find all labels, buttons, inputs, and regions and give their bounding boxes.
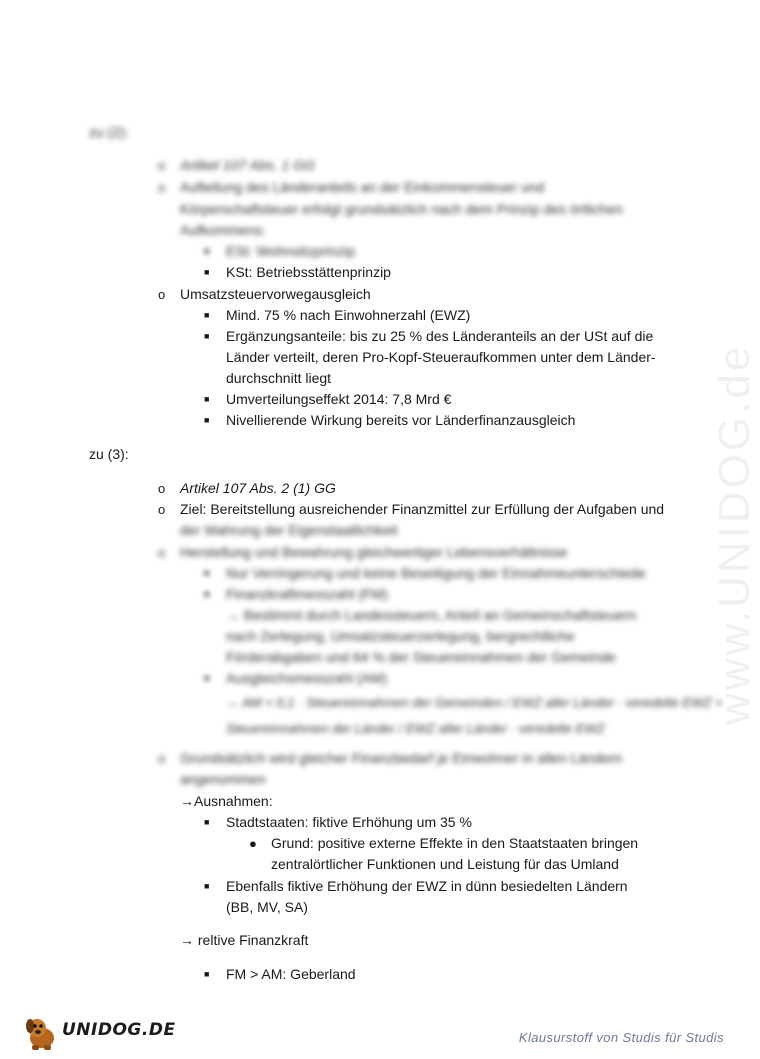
list-item: ESt: Wohnsitzprinzip: [226, 243, 355, 259]
list-item: KSt: Betriebsstättenprinzip: [226, 264, 391, 280]
square-bullet-icon: ■: [204, 331, 210, 341]
list-item-continuation: Körperschaftsteuer erfolgt grundsätzlich nach dem Prinzip des örtlichen: [180, 201, 623, 217]
list-item: FM > AM: Geberland: [226, 966, 356, 982]
list-item-continuation: angenommen: [180, 771, 266, 787]
arrow-note: → reltive Finanzkraft: [180, 932, 309, 948]
unidog-logo: [22, 1012, 176, 1052]
list-item: Finanzkraftmesszahl (FM): [226, 586, 388, 602]
list-item: Ausgleichsmesszahl (AM): [226, 670, 388, 686]
circle-bullet-icon: o: [158, 481, 166, 496]
square-bullet-icon: ■: [204, 673, 210, 683]
list-item-continuation: Länder verteilt, deren Pro-Kopf-Steueraufkommen unter dem Länder-: [226, 349, 656, 365]
dot-bullet-icon: ●: [249, 836, 257, 851]
square-bullet-icon: ■: [204, 969, 210, 979]
square-bullet-icon: ■: [204, 589, 210, 599]
list-item: Umverteilungseffekt 2014: 7,8 Mrd €: [226, 391, 452, 407]
section-heading: zu (2):: [89, 124, 129, 140]
list-item: Stadtstaaten: fiktive Erhöhung um 35 %: [226, 814, 472, 830]
list-item: Ergänzungsanteile: bis zu 25 % des Länderanteils an der USt auf die: [226, 328, 654, 344]
list-item: Mind. 75 % nach Einwohnerzahl (EWZ): [226, 307, 471, 323]
square-bullet-icon: ■: [204, 415, 210, 425]
list-item: Herstellung und Bewahrung gleichwertiger Lebensverhältnisse: [180, 544, 568, 560]
circle-bullet-icon: o: [158, 751, 166, 766]
list-item-continuation: der Wahrung der Eigenstaatlichkeit: [180, 522, 398, 538]
list-item-continuation: Förderabgaben und 64 % der Steuereinnahmen der Gemeinde: [226, 649, 616, 665]
circle-bullet-icon: o: [158, 158, 166, 173]
square-bullet-icon: ■: [204, 394, 210, 404]
list-item-continuation: (BB, MV, SA): [226, 899, 308, 915]
list-item-continuation: → Bestimmt durch Landessteuern, Anteil an Gemeinschaftsteuern: [226, 607, 637, 623]
list-item: Nur Verringerung und keine Beseitigung der Einnahmeunterschiede: [226, 565, 646, 581]
circle-bullet-icon: o: [158, 502, 166, 517]
arrow-note: →Ausnahmen:: [180, 793, 273, 809]
list-item: Aufteilung des Länderanteils an der Einkommensteuer und: [180, 179, 545, 195]
list-item: Umsatzsteuervorwegausgleich: [180, 286, 371, 302]
square-bullet-icon: ■: [204, 817, 210, 827]
list-item-continuation: Aufkommens:: [180, 222, 266, 238]
list-item: Grundsätzlich wird gleicher Finanzbedarf je Einwohner in allen Ländern: [180, 750, 623, 766]
logo-text: UNIDOG.DE: [62, 1020, 176, 1040]
circle-bullet-icon: o: [158, 545, 166, 560]
list-item: Nivellierende Wirkung bereits vor Länderfinanzausgleich: [226, 412, 576, 428]
circle-bullet-icon: o: [158, 287, 166, 302]
list-item-continuation: zentralörtlicher Funktionen und Leistung für das Umland: [271, 856, 619, 872]
circle-bullet-icon: o: [158, 180, 166, 195]
dog-mascot-icon: [22, 1012, 62, 1052]
list-item-continuation: nach Zerlegung, Umsatzsteuerzerlegung, bergrechtliche: [226, 628, 575, 644]
list-item: Grund: positive externe Effekte in den Staatstaaten bringen: [271, 835, 639, 851]
formula-line: Steuereinnahmen der Länder / EWZ aller Länder · veredelte EWZ: [226, 721, 605, 736]
footer-tagline: Klausurstoff von Studis für Studis: [518, 1030, 724, 1045]
square-bullet-icon: ■: [204, 568, 210, 578]
list-item-continuation: durchschnitt liegt: [226, 370, 332, 386]
list-item: Ebenfalls fiktive Erhöhung der EWZ in dünn besiedelten Ländern: [226, 878, 628, 894]
list-item: Artikel 107 Abs. 2 (1) GG: [180, 480, 336, 496]
section-heading: zu (3):: [89, 446, 129, 462]
square-bullet-icon: ■: [204, 881, 210, 891]
square-bullet-icon: ■: [204, 310, 210, 320]
list-item: Ziel: Bereitstellung ausreichender Finanzmittel zur Erfüllung der Aufgaben und: [180, 501, 665, 517]
square-bullet-icon: ■: [204, 267, 210, 277]
list-item: Artikel 107 Abs. 1 GG: [180, 157, 315, 173]
watermark: www.UNIDOG.de: [710, 343, 759, 725]
square-bullet-icon: ■: [204, 246, 210, 256]
formula-line: → AM = 0,1 · Steuereinnahmen der Gemeinden / EWZ aller Länder · veredelte EWZ +: [226, 695, 723, 710]
